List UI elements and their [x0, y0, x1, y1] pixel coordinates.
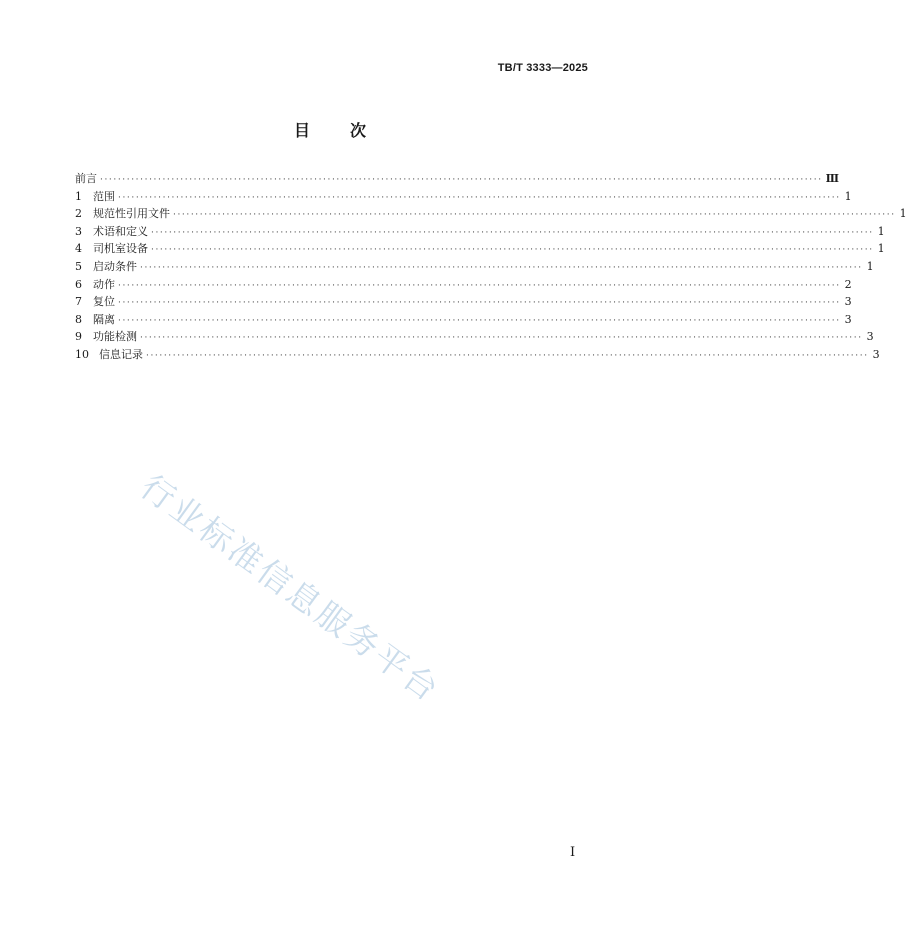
- toc-leader-dots: ··································································································································································: [151, 245, 874, 256]
- toc-leader-dots: ··································································································································································: [151, 227, 874, 238]
- toc-entry[interactable]: [75, 188, 852, 206]
- toc-leader-dots: ··································································································································································: [118, 192, 841, 203]
- toc-entry-label: 动作: [93, 277, 115, 291]
- toc-entry-page: 1: [877, 242, 885, 256]
- toc-leader-dots: ··································································································································································: [146, 350, 869, 361]
- toc-entry[interactable]: [75, 311, 852, 329]
- toc-leader-dots: ··································································································································································: [118, 298, 841, 309]
- watermark: 行业标准信息服务平台: [133, 466, 448, 711]
- toc-entry-page: 3: [872, 347, 880, 361]
- toc-entry-page: 1: [844, 189, 852, 203]
- toc-entry-label: 司机室设备: [93, 242, 148, 256]
- toc-entry-number: 4: [75, 242, 82, 256]
- toc-entry-label: 规范性引用文件: [93, 207, 170, 221]
- toc-entry-number: 5: [75, 259, 82, 273]
- toc-entry-page: 1: [899, 207, 907, 221]
- toc-entry-label: 范围: [93, 189, 115, 203]
- page-title-char-2: 次: [350, 121, 369, 140]
- toc-leader-dots: ··································································································································································: [118, 315, 841, 326]
- toc-entry-number: 9: [75, 330, 82, 344]
- page-title: [0, 118, 662, 141]
- toc-entry[interactable]: [75, 328, 874, 346]
- toc-entry-number: 8: [75, 312, 82, 326]
- toc-leader-dots: ··································································································································································: [118, 280, 841, 291]
- toc-entry-page: 3: [866, 330, 874, 344]
- toc-entry[interactable]: [75, 223, 885, 241]
- toc-entry-page: 1: [877, 224, 885, 238]
- toc-entry-label: 信息记录: [99, 347, 143, 361]
- toc-entry-page: 2: [844, 277, 852, 291]
- toc-entry-label: 功能检测: [93, 330, 137, 344]
- toc-entry-label: 启动条件: [93, 259, 137, 273]
- toc-leader-dots: ··································································································································································: [100, 175, 823, 185]
- toc-entry-number: 2: [75, 207, 82, 221]
- toc-entry[interactable]: [75, 293, 852, 311]
- toc-entry-number: 6: [75, 277, 82, 291]
- toc-entry[interactable]: [75, 240, 885, 258]
- toc-entry-page: 1: [866, 259, 874, 273]
- toc-entry-number: 3: [75, 224, 82, 238]
- toc-entry-page: 3: [844, 295, 852, 309]
- toc-entry-number: 1: [75, 189, 82, 203]
- toc-leader-dots: ··································································································································································: [140, 262, 863, 273]
- page-title-char-1: 目: [293, 121, 312, 140]
- toc-entry-number: 10: [75, 347, 89, 361]
- toc-entry[interactable]: [75, 346, 880, 364]
- toc-entry-foreword[interactable]: [75, 170, 840, 188]
- standard-code: TB/T 3333—2025: [497, 62, 588, 74]
- toc-entry[interactable]: [75, 258, 874, 276]
- toc-entry-label: 前言: [75, 172, 97, 185]
- toc-entry-label: 术语和定义: [93, 224, 148, 238]
- page-number: I: [570, 845, 576, 860]
- toc-entry-label: 隔离: [93, 312, 115, 326]
- table-of-contents: [75, 170, 907, 364]
- toc-leader-dots: ··································································································································································: [173, 210, 896, 221]
- toc-entry-number: 7: [75, 295, 82, 309]
- toc-entry[interactable]: [75, 276, 852, 294]
- toc-entry-label: 复位: [93, 295, 115, 309]
- toc-leader-dots: ··································································································································································: [140, 333, 863, 344]
- toc-entry-page: Ⅲ: [825, 172, 840, 185]
- toc-entry-page: 3: [844, 312, 852, 326]
- toc-entry[interactable]: [75, 205, 907, 223]
